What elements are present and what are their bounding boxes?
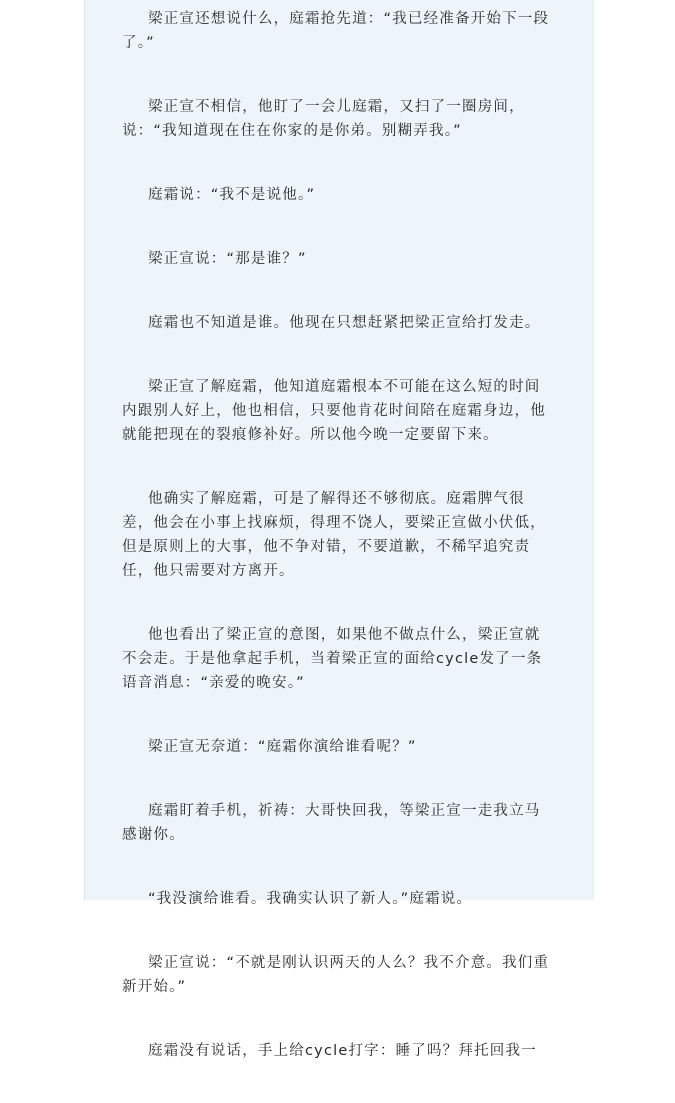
text-line: 内跟别人好上，他也相信，只要他肯花时间陪在庭霜身边，他 (122, 403, 546, 419)
text-line: 他确实了解庭霜，可是了解得还不够彻底。庭霜脾气很 (148, 491, 525, 507)
text-line: 就能把现在的裂痕修补好。所以他今晚一定要留下来。 (122, 427, 499, 443)
paragraph-3 (122, 183, 562, 207)
text-line: 任，他只需要对方离开。 (122, 563, 295, 579)
paragraph-7 (122, 487, 562, 583)
text-line: 梁正宣说：“不就是刚认识两天的人么？我不介意。我们重 (148, 955, 550, 971)
text-line: 庭霜也不知道是谁。他现在只想赶紧把梁正宣给打发走。 (148, 315, 541, 331)
text-line: 梁正宣说：“那是谁？” (148, 251, 307, 267)
text-line: 他也看出了梁正宣的意图，如果他不做点什么，梁正宣就 (148, 627, 541, 643)
text-line: 但是原则上的大事，他不争对错，不要道歉，不稀罕追究责 (122, 539, 531, 555)
text-line: 不会走。于是他拿起手机，当着梁正宣的面给cycle发了一条 (122, 651, 543, 667)
text-line: 梁正宣不相信，他盯了一会儿庭霜，又扫了一圈房间， (148, 99, 525, 115)
text-line: 梁正宣了解庭霜，他知道庭霜根本不可能在这么短的时间 (148, 379, 541, 395)
paragraph-4 (122, 247, 562, 271)
document-text (122, 7, 562, 1103)
text-line: 差，他会在小事上找麻烦，得理不饶人，要梁正宣做小伏低， (122, 515, 546, 531)
paragraph-6 (122, 375, 562, 447)
text-line: 庭霜盯着手机，祈祷：大哥快回我，等梁正宣一走我立马 (148, 803, 541, 819)
paragraph-2 (122, 95, 562, 143)
text-line: 梁正宣还想说什么，庭霜抢先道：“我已经准备开始下一段 (148, 11, 550, 27)
paragraph-5 (122, 311, 562, 335)
text-line: “我没演给谁看。我确实认识了新人。”庭霜说。 (148, 891, 473, 907)
paragraph-1 (122, 7, 562, 55)
text-line: 了。” (122, 35, 155, 51)
text-line: 庭霜没有说话，手上给cycle打字：睡了吗？拜托回我一 (148, 1043, 537, 1059)
text-line: 梁正宣无奈道：“庭霜你演给谁看呢？” (148, 739, 417, 755)
text-line: 语音消息：“亲爱的晚安。” (122, 675, 305, 691)
paragraph-11 (122, 887, 562, 911)
text-line: 庭霜说：“我不是说他。” (148, 187, 316, 203)
text-line: 新开始。” (122, 979, 187, 995)
text-line: 感谢你。 (122, 827, 185, 843)
text-line: 说：“我知道现在住在你家的是你弟。别糊弄我。” (122, 123, 462, 139)
paragraph-12 (122, 951, 562, 999)
paragraph-13 (122, 1039, 562, 1063)
paragraph-8 (122, 623, 562, 695)
paragraph-10 (122, 799, 562, 847)
paragraph-9 (122, 735, 562, 759)
